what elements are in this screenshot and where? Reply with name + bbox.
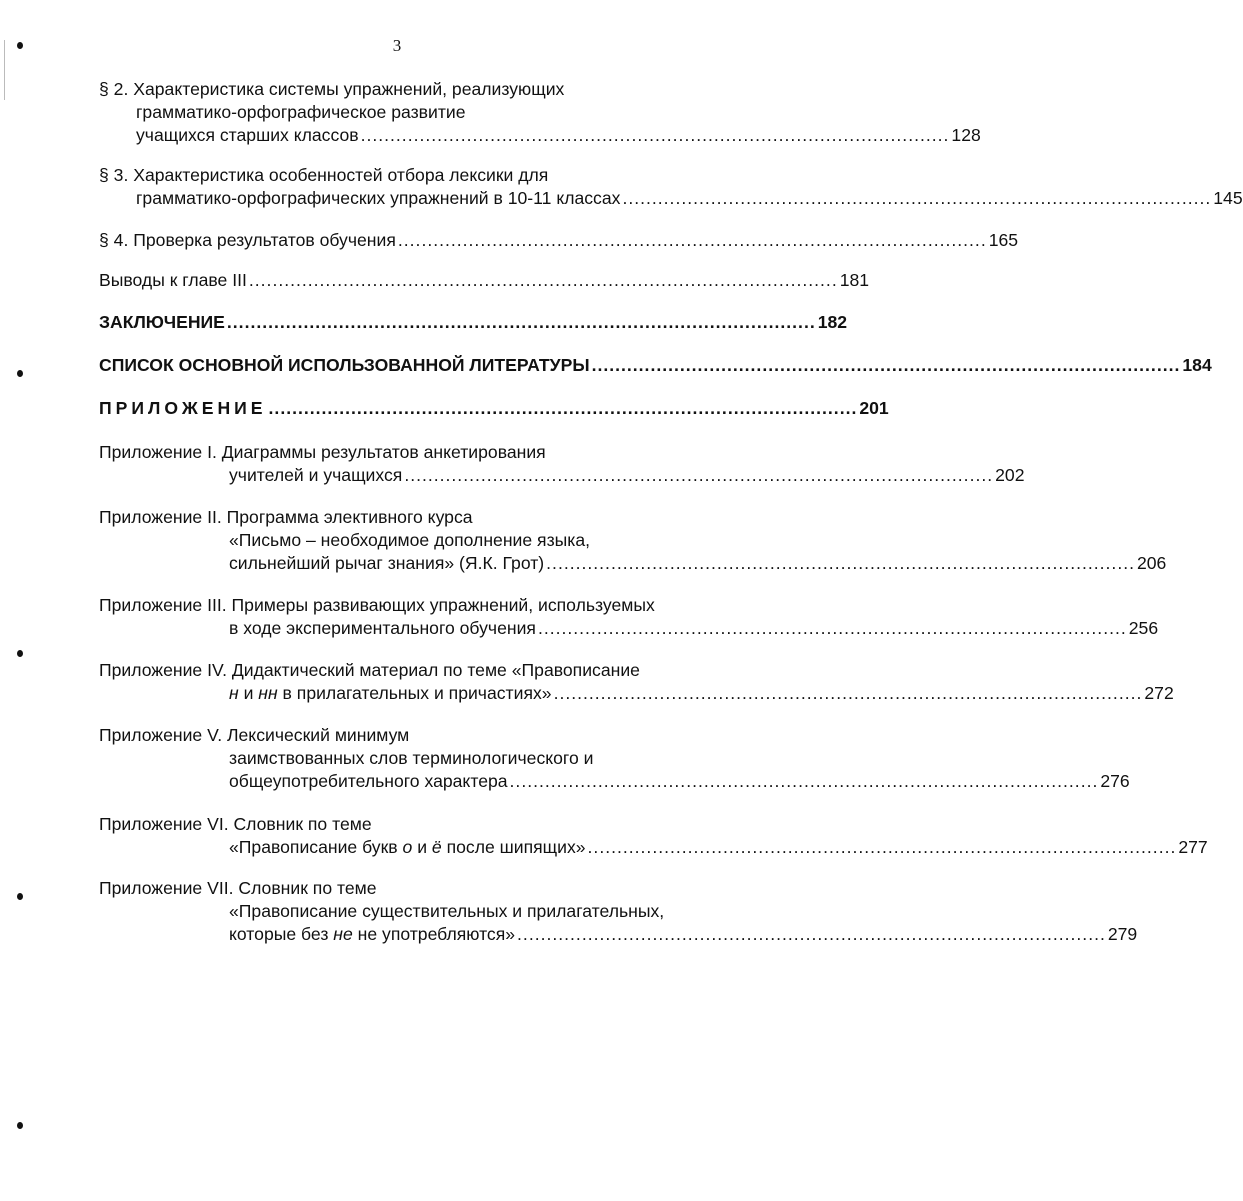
dot-leader: ....................................................................................................	[404, 465, 994, 485]
entry-text	[229, 682, 552, 705]
toc-entry-app3	[99, 594, 1159, 640]
dot-leader: ....................................................................................................	[509, 771, 1099, 791]
text-fragment: после шипящих»	[441, 837, 586, 857]
toc-entry-zaklyuchenie	[99, 311, 848, 334]
entry-text: § 3. Характеристика особенностей отбора лексики для	[99, 165, 549, 185]
page-ref: 202	[995, 465, 1025, 485]
binding-hole	[17, 650, 23, 657]
dot-leader: ....................................................................................................	[591, 355, 1181, 375]
text-fragment: в прилагательных и причастиях»	[277, 683, 552, 703]
binding-hole	[17, 370, 23, 377]
toc-entry-conclusions	[99, 269, 870, 292]
toc-entry-app7	[99, 877, 1138, 946]
page-ref: 165	[988, 230, 1019, 250]
toc-entry-s2	[99, 78, 981, 147]
page-ref: 276	[1100, 771, 1130, 791]
toc-entry-app1	[99, 441, 1025, 487]
entry-text: Приложение VI. Словник по теме	[99, 814, 372, 834]
entry-text: сильнейший рычаг знания» (Я.К. Грот)	[229, 553, 545, 573]
dot-leader: ....................................................................................................	[397, 230, 987, 250]
toc-entry-app6	[99, 813, 1208, 859]
page-ref: 201	[859, 398, 889, 418]
entry-text	[229, 836, 586, 859]
entry-text: ЗАКЛЮЧЕНИЕ	[99, 312, 225, 332]
toc-entry-app5	[99, 724, 1130, 793]
entry-text: § 2. Характеристика системы упражнений, реализующих	[99, 79, 565, 99]
entry-text: СПИСОК ОСНОВНОЙ ИСПОЛЬЗОВАННОЙ ЛИТЕРАТУРЫ	[99, 355, 590, 375]
toc-entry-s3	[99, 164, 1243, 210]
entry-text: ПРИЛОЖЕНИЕ	[99, 398, 267, 418]
dot-leader: ....................................................................................................	[587, 837, 1177, 857]
dot-leader: ....................................................................................................	[226, 312, 816, 332]
page-ref: 272	[1144, 683, 1174, 703]
toc-entry-s4	[99, 229, 1019, 252]
page-ref: 256	[1128, 618, 1159, 638]
page-ref: 277	[1178, 837, 1208, 857]
binding-hole	[17, 893, 23, 900]
page-ref: 279	[1107, 924, 1138, 944]
entry-text: грамматико-орфографическое развитие	[136, 102, 466, 122]
page-ref: 145	[1213, 188, 1243, 208]
italic-word: ё	[431, 837, 442, 857]
dot-leader: ....................................................................................................	[517, 924, 1106, 944]
entry-text: в ходе экспериментального обучения	[229, 618, 536, 638]
entry-text: «Письмо – необходимое дополнение языка,	[229, 530, 591, 550]
text-fragment: которые без	[229, 924, 334, 944]
entry-text: Приложение IV. Дидактический материал по теме «Правописание	[99, 660, 640, 680]
entry-text	[229, 923, 515, 946]
entry-text: Приложение III. Примеры развивающих упражнений, используемых	[99, 595, 655, 615]
text-fragment: и	[238, 683, 259, 703]
page-number: 3	[392, 36, 402, 55]
italic-word: о	[402, 837, 413, 857]
dot-leader: ....................................................................................................	[553, 683, 1143, 703]
entry-text: общеупотребительного характера	[229, 771, 508, 791]
entry-text: учащихся старших классов	[136, 125, 359, 145]
binding-hole	[17, 1122, 23, 1129]
entry-text: Приложение II. Программа элективного курса	[99, 507, 473, 527]
text-fragment: «Правописание букв	[229, 837, 403, 857]
entry-text: Приложение V. Лексический минимум	[99, 725, 410, 745]
page-ref: 128	[951, 125, 981, 145]
page-ref: 206	[1136, 553, 1167, 573]
italic-word: нн	[258, 683, 278, 703]
entry-text: Приложение I. Диаграммы результатов анкетирования	[99, 442, 546, 462]
entry-text: учителей и учащихся	[229, 465, 403, 485]
toc-entry-app2	[99, 506, 1167, 575]
toc-entry-prilozhenie	[99, 397, 889, 420]
entry-text: грамматико-орфографических упражнений в 10-11 классах	[136, 188, 621, 208]
toc-entry-app4	[99, 659, 1174, 705]
dot-leader: ....................................................................................................	[360, 125, 950, 145]
dot-leader: ....................................................................................................	[546, 553, 1135, 573]
dot-leader: ....................................................................................................	[268, 398, 858, 418]
entry-text: § 4. Проверка результатов обучения	[99, 230, 396, 250]
page-ref: 182	[817, 312, 848, 332]
text-fragment: и	[412, 837, 432, 857]
dot-leader: ....................................................................................................	[248, 270, 838, 290]
entry-text: Приложение VII. Словник по теме	[99, 878, 377, 898]
toc-entry-literature	[99, 354, 1212, 377]
page-ref: 184	[1182, 355, 1212, 375]
italic-word: не	[333, 924, 353, 944]
entry-text: Выводы к главе III	[99, 270, 247, 290]
entry-text: «Правописание существительных и прилагательных,	[229, 901, 665, 921]
dot-leader: ....................................................................................................	[537, 618, 1127, 638]
entry-text: заимствованных слов терминологического и	[229, 748, 594, 768]
dot-leader: ....................................................................................................	[622, 188, 1212, 208]
italic-word: н	[229, 683, 239, 703]
text-fragment: не употребляются»	[352, 924, 516, 944]
page-ref: 181	[839, 270, 870, 290]
